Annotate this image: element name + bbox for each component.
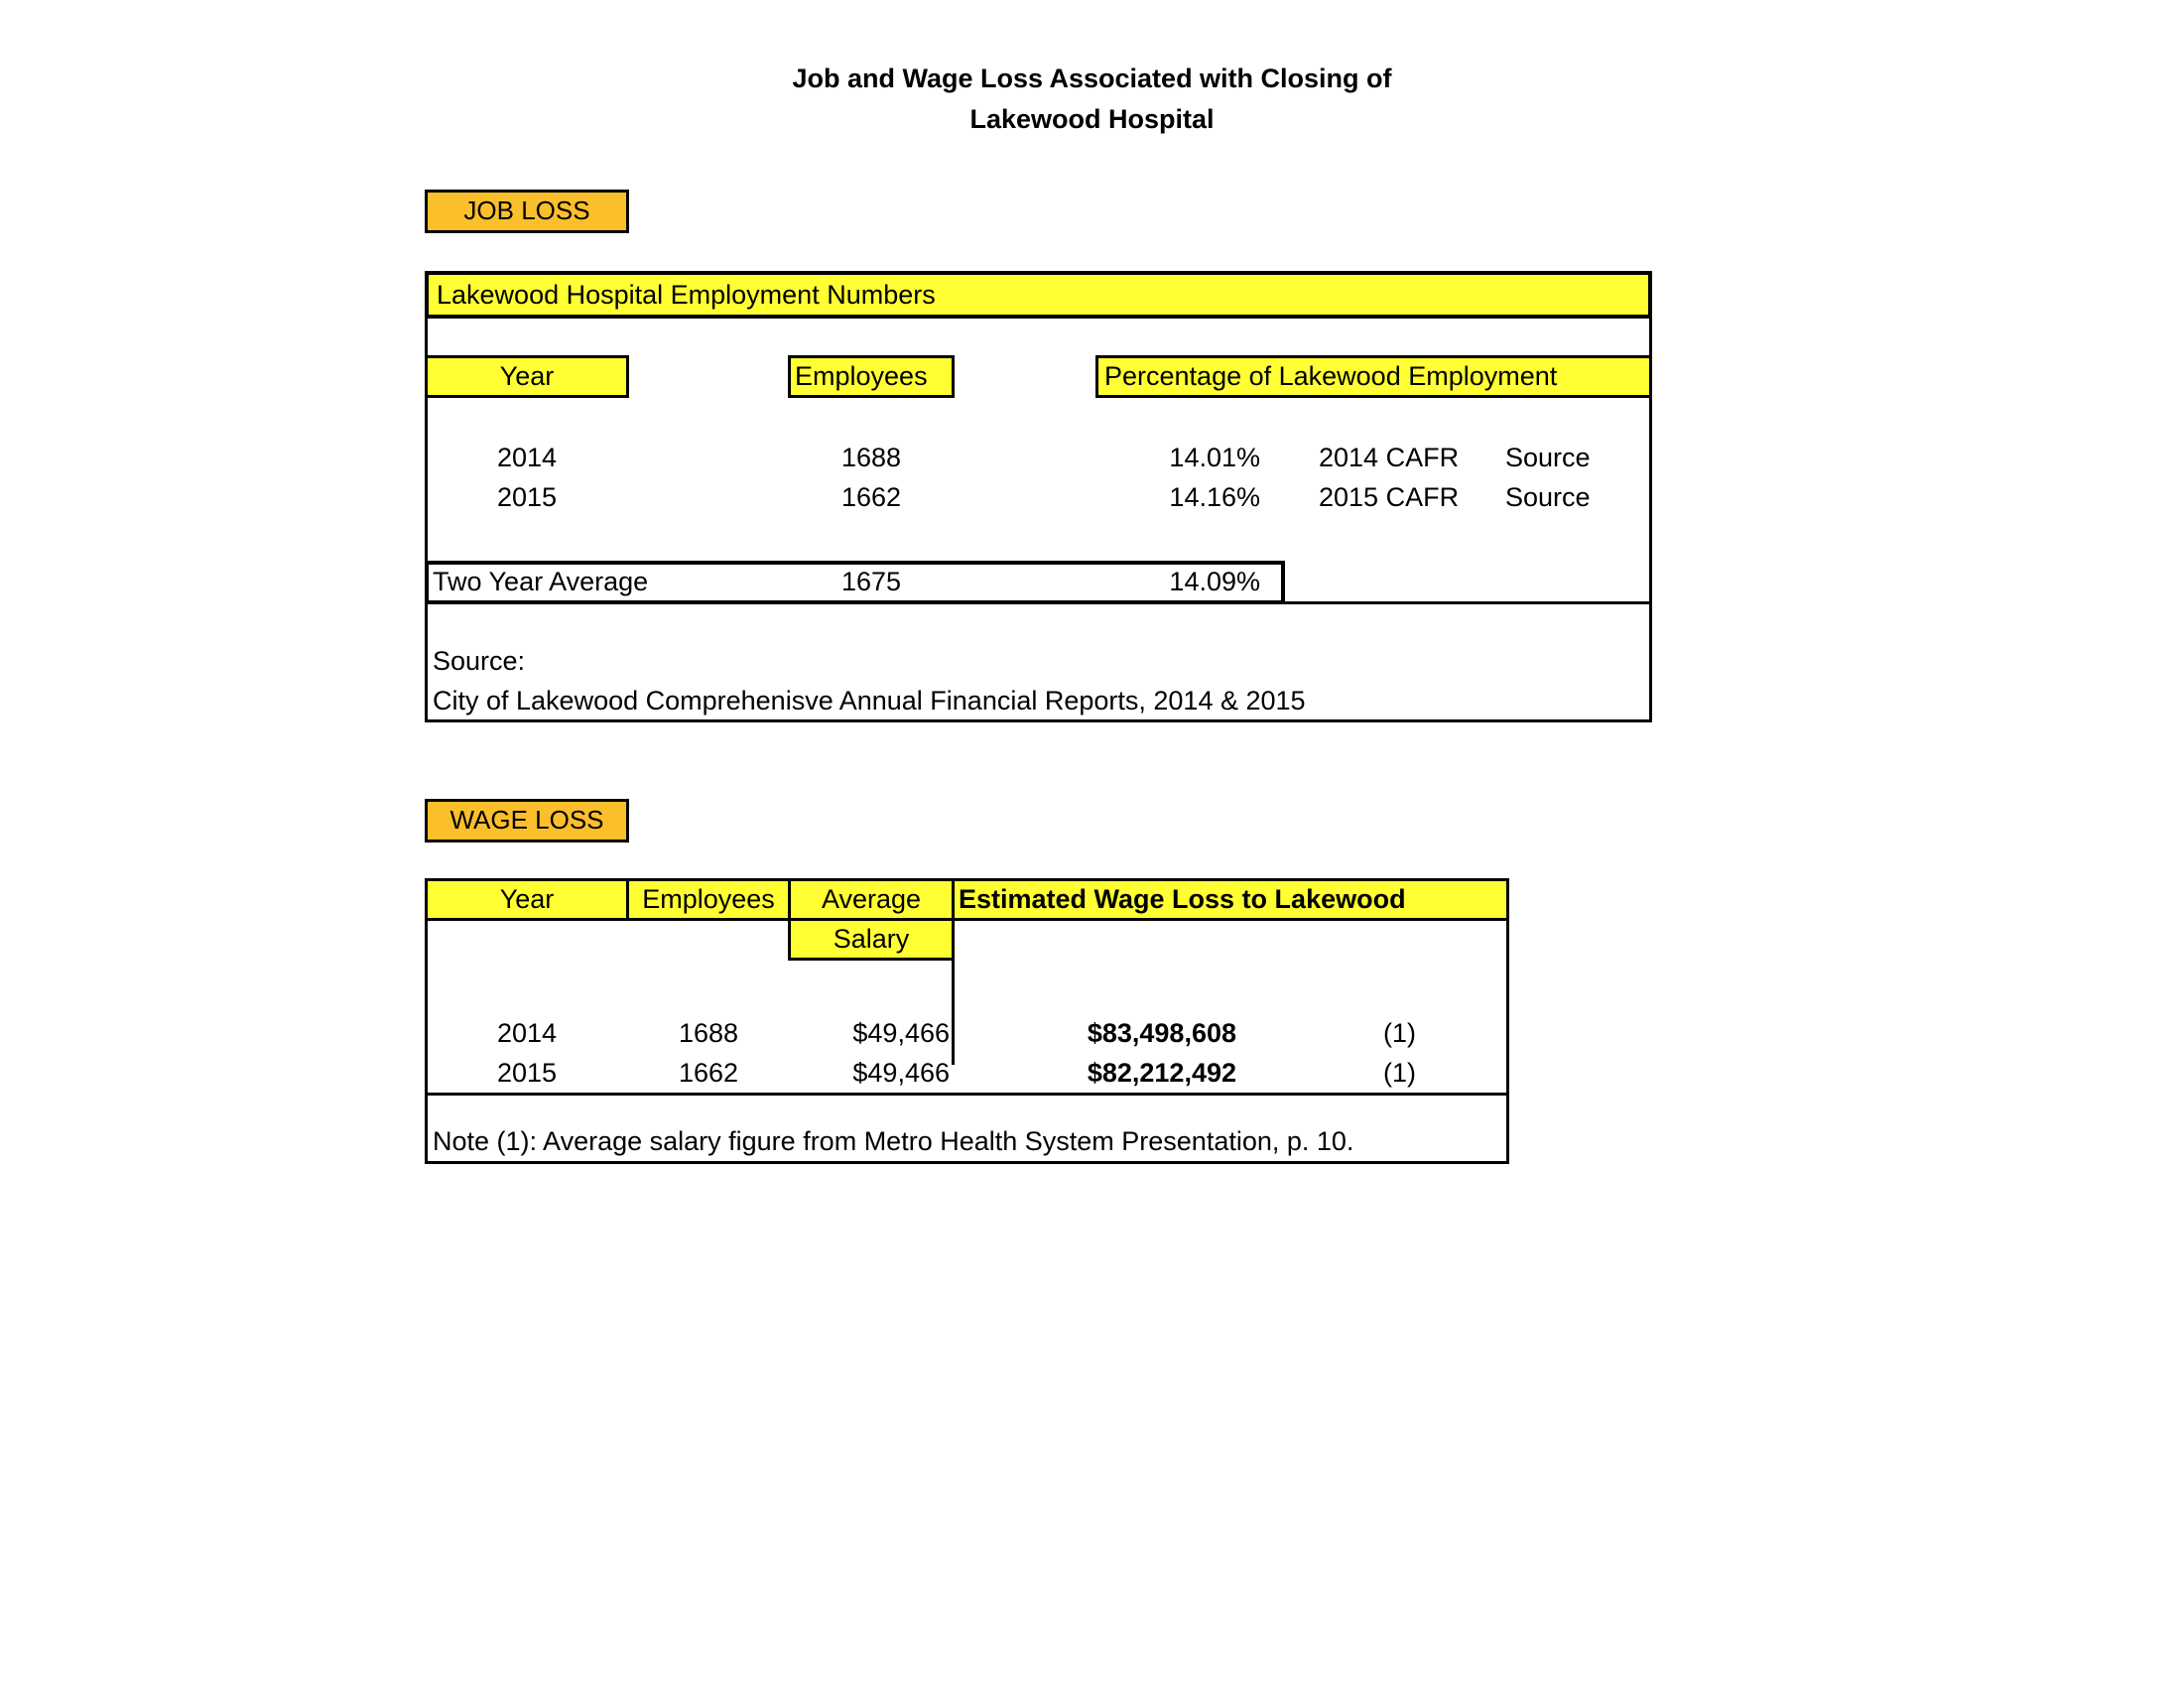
wage-loss-header-year: Year	[425, 878, 629, 921]
job-loss-year-2015: 2015	[496, 482, 558, 512]
wage-loss-section-label: WAGE LOSS	[425, 799, 629, 843]
wage-loss-separator	[425, 1093, 1509, 1096]
two-year-average-label: Two Year Average	[433, 567, 649, 596]
job-loss-source-2014: Source	[1505, 443, 1591, 472]
job-loss-source-label: Source:	[433, 646, 526, 676]
page-title-line2: Lakewood Hospital	[969, 104, 1215, 134]
job-loss-header-year: Year	[425, 355, 629, 398]
wage-loss-estimate-2014: $83,498,608	[1087, 1018, 1236, 1048]
wage-loss-note: Note (1): Average salary figure from Metro Health System Presentation, p. 10.	[433, 1126, 1354, 1156]
job-loss-year-2014: 2014	[496, 443, 558, 472]
job-loss-cafr-2015: 2015 CAFR	[1319, 482, 1460, 512]
wage-loss-header-salary: Salary	[788, 918, 955, 961]
wage-loss-employees-2014: 1688	[678, 1018, 739, 1048]
wage-loss-estimate-2015: $82,212,492	[1087, 1058, 1236, 1088]
wage-loss-header-average: Average	[788, 878, 955, 921]
job-loss-cafr-2014: 2014 CAFR	[1319, 443, 1460, 472]
wage-loss-header-employees: Employees	[626, 878, 791, 921]
job-loss-percentage-2014: 14.01%	[1169, 443, 1260, 472]
job-loss-table-title: Lakewood Hospital Employment Numbers	[425, 271, 1652, 319]
two-year-average-percentage: 14.09%	[1169, 567, 1260, 596]
job-loss-header-employees: Employees	[788, 355, 955, 398]
job-loss-section-label: JOB LOSS	[425, 190, 629, 233]
job-loss-separator	[425, 601, 1652, 604]
wage-loss-table	[425, 878, 1509, 1164]
job-loss-source-text: City of Lakewood Comprehenisve Annual Financial Reports, 2014 & 2015	[433, 686, 1306, 715]
wage-loss-employees-2015: 1662	[678, 1058, 739, 1088]
job-loss-employees-2015: 1662	[840, 482, 902, 512]
wage-loss-column-divider	[952, 918, 955, 1065]
job-loss-employees-2014: 1688	[840, 443, 902, 472]
wage-loss-year-2014: 2014	[496, 1018, 558, 1048]
job-loss-source-2015: Source	[1505, 482, 1591, 512]
two-year-average-employees: 1675	[840, 567, 902, 596]
job-loss-table	[425, 271, 1652, 722]
job-loss-header-percentage: Percentage of Lakewood Employment	[1095, 355, 1652, 398]
wage-loss-header-estimated: Estimated Wage Loss to Lakewood	[952, 878, 1509, 921]
wage-loss-salary-2014: $49,466	[852, 1018, 950, 1048]
wage-loss-note-ref-2015: (1)	[1383, 1058, 1416, 1088]
job-loss-percentage-2015: 14.16%	[1169, 482, 1260, 512]
wage-loss-note-ref-2014: (1)	[1383, 1018, 1416, 1048]
wage-loss-salary-2015: $49,466	[852, 1058, 950, 1088]
page-title-line1: Job and Wage Loss Associated with Closing of	[792, 64, 1392, 93]
wage-loss-year-2015: 2015	[496, 1058, 558, 1088]
